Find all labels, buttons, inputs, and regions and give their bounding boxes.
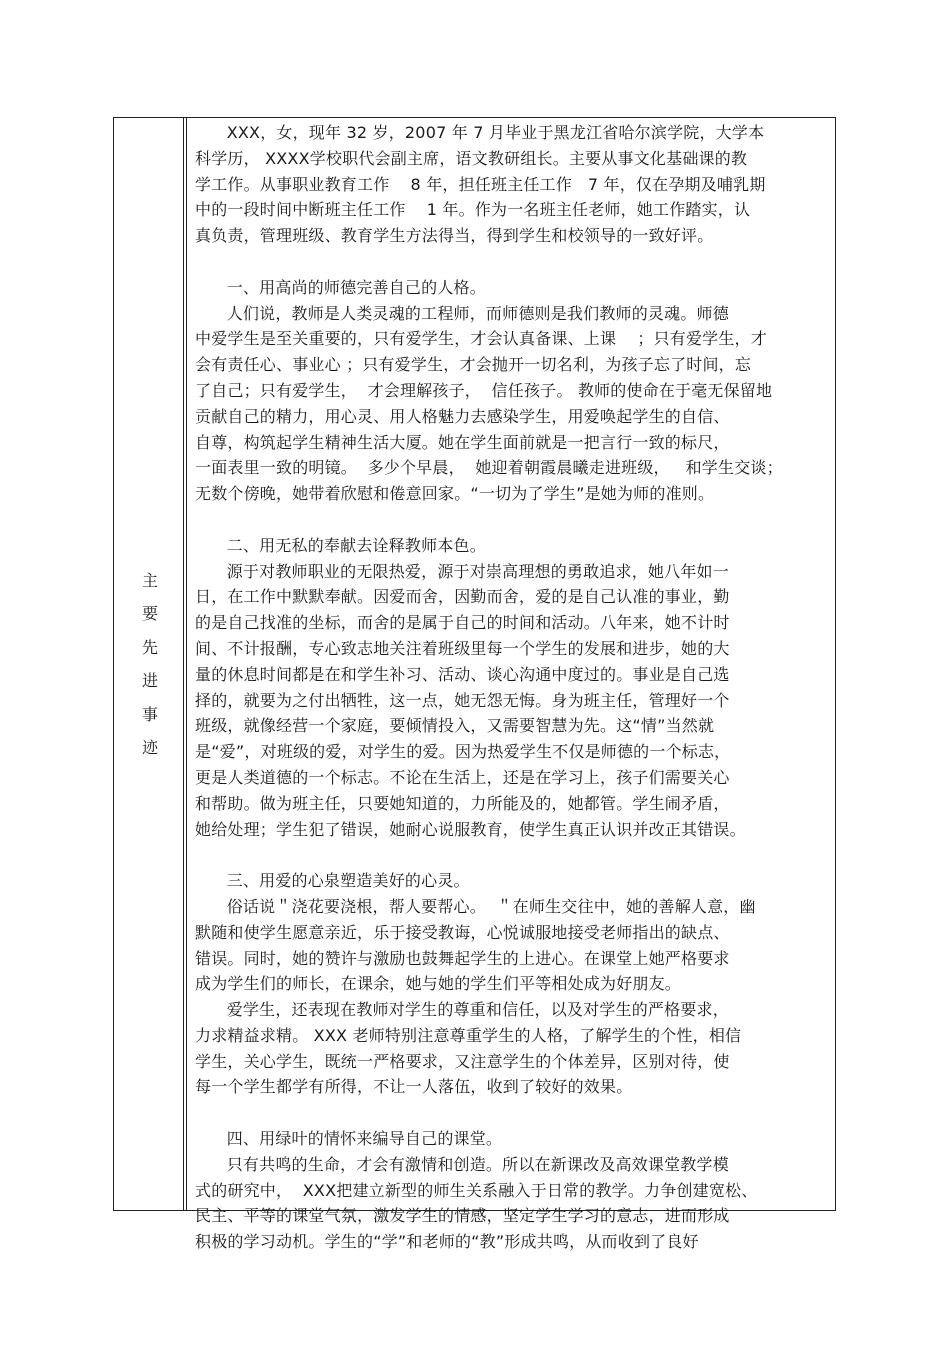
text-line: 真负责，管理班级、教育学生方法得当，得到学生和校领导的一致好评。: [195, 226, 714, 246]
text-line: 间、不计报酬，专心致志地关注着班级里每一个学生的发展和进步，她的大: [195, 638, 730, 658]
text-line: 班级，就像经营一个家庭，要倾情投入，又需要智慧为先。这“情”当然就: [195, 716, 715, 736]
text-line: 爱学生，还表现在教师对学生的尊重和信任，以及对学生的严格要求，: [195, 1000, 729, 1020]
text-line: 每一个学生都学有所得，不让一人落伍，收到了较好的效果。: [195, 1077, 633, 1097]
text-line: 了自己；只有爱学生， 才会理解孩子， 信任孩子。 教师的使命在于毫无保留地: [195, 380, 773, 400]
text-line: 无数个傍晚，她带着欣慰和倦意回家。“一切为了学生”是她为师的准则。: [195, 484, 715, 504]
text-line: 四、用绿叶的情怀来编导自己的课堂。: [195, 1129, 503, 1149]
row-label-char: 先: [141, 637, 158, 657]
text-line: 只有共鸣的生命，才会有激情和创造。所以在新课改及高效课堂教学模: [195, 1154, 729, 1174]
row-label-char: 主: [141, 570, 158, 590]
text-line: 二、用无私的奉献去诠释教师本色。: [195, 535, 486, 555]
achievement-table: [113, 117, 836, 1252]
text-line: 日，在工作中默默奉献。因爱而舍，因勤而舍，爱的是自己认准的事业，勤: [195, 587, 730, 607]
row-label-char: 要: [141, 604, 158, 623]
text-line: 贡献自己的精力，用心灵、用人格魅力去感染学生，用爱唤起学生的自信、: [195, 406, 730, 426]
text-line: 默随和使学生愿意亲近，乐于接受教诲，心悦诚服地接受老师指出的缺点、: [195, 922, 730, 942]
text-line: 三、用爱的心泉塑造美好的心灵。: [195, 871, 470, 891]
text-line: [195, 1100, 829, 1126]
text-line: 俗话说＂浇花要浇根，帮人要帮心。 ＂在师生交往中，她的善解人意，幽: [195, 896, 756, 916]
text-line: 式的研究中， XXX把建立新型的师生关系融入于日常的教学。力争创建宽松、: [195, 1180, 758, 1200]
text-line: 择的，就要为之付出牺牲，这一点，她无怨无悔。身为班主任，管理好一个: [195, 690, 730, 710]
text-line: 会有责任心、事业心 ；只有爱学生，才会抛开一切名利，为孩子忘了时间，忘: [195, 355, 752, 375]
text-line: 人们说，教师是人类灵魂的工程师，而师德则是我们教师的灵魂。师德: [195, 303, 729, 323]
text-line: 积极的学习动机。学生的“学”和老师的“教”形成共鸣，从而收到了良好: [195, 1232, 699, 1252]
text-line: 力求精益求精。 XXX 老师特别注意尊重学生的人格，了解学生的个性，相信: [195, 1025, 742, 1045]
text-line: 学生，关心学生，既统一严格要求，又注意学生的个体差异，区别对待，使: [195, 1051, 730, 1071]
text-line: 的是自己找准的坐标，而舍的是属于自己的时间和活动。八年来，她不计时: [195, 613, 730, 633]
text-line: 错误。同时，她的赞许与激励也鼓舞起学生的上进心。在课堂上她严格要求: [195, 948, 730, 968]
text-line: [195, 249, 829, 275]
text-line: 量的休息时间都是在和学生补习、活动、谈心沟通中度过的。事业是自己选: [195, 664, 730, 684]
text-line: [195, 507, 829, 533]
text-line: [195, 842, 829, 868]
row-label-char: 事: [141, 704, 158, 724]
row-label-char: 进: [141, 671, 158, 690]
text-line: 源于对教师职业的无限热爱，源于对崇高理想的勇敢追求，她八年如一: [195, 561, 729, 581]
row-label-char: 迹: [141, 738, 158, 757]
text-line: 自尊，构筑起学生精神生活大厦。她在学生面前就是一把言行一致的标尺，: [195, 432, 730, 452]
text-line: 一面表里一致的明镜。 多少个早晨， 她迎着朝霞晨曦走进班级， 和学生交谈；: [195, 458, 783, 478]
text-line: 她给处理；学生犯了错误，她耐心说服教育，使学生真正认识并改正其错误。: [195, 819, 746, 839]
text-line: 是“爱”，对班级的爱，对学生的爱。因为热爱学生不仅是师德的一个标志，: [195, 742, 731, 762]
text-line: 中的一段时间中断班主任工作 1 年。作为一名班主任老师，她工作踏实，认: [195, 200, 751, 220]
text-line: XXX，女，现年 32 岁，2007 年 7 月毕业于黑龙江省哈尔滨学院，大学本: [195, 123, 765, 142]
row-label-cell: [114, 118, 187, 1210]
text-line: 学工作。从事职业教育工作 8 年，担任班主任工作 7 年，仅在孕期及哺乳期: [195, 174, 766, 194]
text-line: 和帮助。做为班主任，只要她知道的，力所能及的，她都管。学生闹矛盾，: [195, 793, 730, 813]
text-line: 成为学生们的师长，在课余，她与她的学生们平等相处成为好朋友。: [195, 974, 682, 994]
text-line: 更是人类道德的一个标志。不论在生活上，还是在学习上，孩子们需要关心: [195, 767, 730, 787]
achievement-content-cell: [187, 118, 835, 1252]
text-line: 民主、平等的课堂气氛，激发学生的情感，坚定学生学习的意志，进而形成: [195, 1206, 730, 1226]
text-line: 一、用高尚的师德完善自己的人格。: [195, 277, 486, 297]
text-line: 中爱学生是至关重要的，只有爱学生，才会认真备课、上课 ；只有爱学生，才: [195, 329, 767, 349]
text-line: 科学历， XXXX学校职代会副主席，语文教研组长。主要从事文化基础课的教: [195, 148, 748, 168]
